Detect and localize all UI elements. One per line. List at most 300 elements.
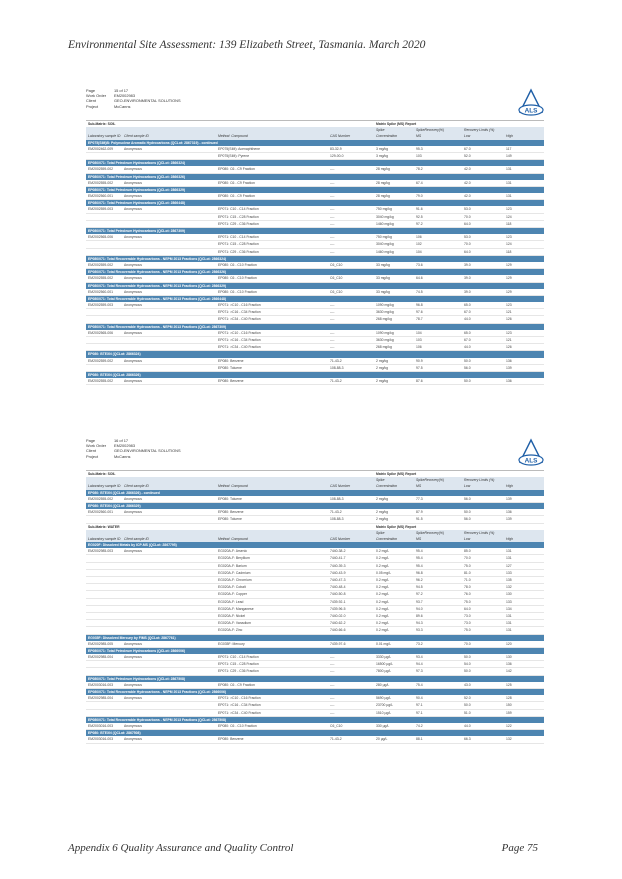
table-cell: EM2002560-001	[88, 289, 114, 294]
table-cell: 7439-96-5	[330, 606, 346, 611]
table-cell: ----	[330, 303, 335, 308]
table-cell: 1090 mg/kg	[376, 330, 394, 335]
table-cell: 89.6	[416, 613, 423, 618]
table-cell: EG020A-F: Cobalt	[218, 585, 246, 590]
meta-label: Client	[86, 448, 96, 454]
table-cell: EP080: Benzene	[218, 510, 244, 515]
table-cell: Anonymous	[124, 696, 142, 701]
table-cell: Recovery Limits (%)	[464, 128, 495, 133]
table-cell: 53.0	[464, 207, 471, 212]
table-cell: 70.0	[464, 641, 471, 646]
table-cell: EP071: C10 - C14 Fraction	[218, 235, 259, 240]
table-cell: 1460 mg/kg	[376, 249, 394, 254]
table-cell: 0.2 mg/L	[376, 592, 390, 597]
table-row	[86, 695, 544, 702]
table-cell: MS	[416, 484, 422, 489]
table-cell: 23700 µg/L	[376, 703, 394, 708]
table-cell: Low	[464, 536, 471, 541]
table-cell: ----	[330, 338, 335, 342]
table-row	[86, 682, 544, 689]
table-cell: 0.2 mg/L	[376, 599, 390, 604]
table-cell: 94.5	[416, 585, 423, 590]
table-cell: 3 mg/kg	[376, 146, 389, 151]
table-cell: 268 mg/kg	[376, 317, 392, 322]
table-cell: ----	[330, 330, 335, 335]
table-cell: 7440-38-2	[330, 549, 346, 554]
table-cell: CAS Number	[330, 134, 350, 139]
table-cell: 0.2 mg/L	[376, 578, 390, 582]
table-cell: C6_C10	[330, 276, 343, 281]
table-row	[86, 153, 544, 160]
table-cell: 131	[506, 628, 512, 633]
table-cell: EP071: >C16 - C34 Fraction	[218, 703, 261, 708]
table-cell: 123	[506, 303, 512, 308]
table-cell: 108-88-3	[330, 517, 344, 522]
table-cell: 7440-02-0	[330, 613, 346, 618]
table-cell: Matrix Spike (MS) Report	[376, 122, 417, 126]
table-cell: 73.2	[416, 641, 423, 646]
table-cell: EP080/071: Total Recoverable Hydrocarbons - NEPM 2013 Fractions (QCLot: 2867309)	[88, 324, 227, 329]
table-cell: EP080/071: Total Recoverable Hydrocarbons - NEPM 2013 Fractions (QCLot: 2866324)	[88, 256, 227, 261]
table-cell: EG020A-F: Arsenic	[218, 549, 248, 554]
table-cell: CAS Number	[330, 536, 350, 541]
table-cell: ----	[330, 207, 335, 212]
meta-row	[86, 454, 181, 459]
table-cell: 330 µg/L	[376, 723, 390, 728]
table-cell: Recovery Limits (%)	[464, 530, 495, 535]
table-cell: C6_C10	[330, 289, 343, 294]
logo-text: ALS	[524, 107, 538, 115]
table-cell: 129	[506, 289, 512, 294]
meta-value: 15 of 17	[114, 88, 129, 93]
table-cell: 87.6	[416, 379, 423, 384]
table-row	[86, 496, 544, 503]
table-cell: EP080/071: Total Petroleum Hydrocarbons (QCLot: 2866006)	[88, 648, 185, 653]
table-cell: Laboratory sample ID	[88, 134, 121, 139]
table-cell: 131	[506, 556, 512, 561]
table-cell: EP080: C6 - C10 Fraction	[218, 262, 257, 267]
meta-label: Page	[86, 88, 96, 93]
table-cell: 67.0	[464, 310, 471, 315]
table-cell: 39.0	[464, 289, 471, 294]
table-cell: 71-43-2	[330, 510, 342, 515]
table-cell: 78.2	[416, 167, 423, 172]
table-cell: EM2002559-002	[88, 262, 114, 267]
table-cell: 94.0	[416, 606, 423, 611]
table-cell: 139	[506, 496, 512, 501]
table-cell: EM2002559-002	[88, 167, 114, 172]
table-cell: EM2002985-004	[88, 655, 114, 660]
table-cell: 2 mg/kg	[376, 510, 389, 515]
table-row	[86, 606, 544, 613]
table-cell: 42.0	[464, 167, 471, 172]
table-cell: 65.0	[464, 303, 471, 308]
table-cell: 95.4	[416, 549, 423, 554]
meta-label: Work Order	[86, 93, 107, 99]
meta-label: Project	[86, 453, 99, 459]
table-cell: Method: Compound	[218, 134, 248, 139]
table-cell: 71-43-2	[330, 737, 342, 742]
table-cell: 3630 mg/kg	[376, 338, 394, 342]
table-cell: 97.6	[416, 310, 423, 315]
footer-appendix-title: Appendix 6 Quality Assurance and Quality Control	[68, 842, 294, 854]
table-cell: Recovery Limits (%)	[464, 478, 495, 483]
table-cell: EP080: C6 - C10 Fraction	[218, 289, 257, 294]
table-cell: 66.3	[464, 737, 471, 742]
table-cell: EP080: BTEXN (QCLot: 2866324)	[88, 352, 141, 357]
table-cell: 136	[506, 358, 512, 363]
table-row	[86, 661, 544, 668]
table-cell: EP071: >C34 - C40 Fraction	[218, 345, 261, 350]
table-cell: 97.2	[416, 221, 423, 226]
table-cell: 56.0	[464, 496, 471, 501]
meta-label: Project	[86, 103, 99, 109]
table-row	[86, 577, 544, 584]
meta-value: GEO-ENVIRONMENTAL SOLUTIONS	[114, 98, 181, 104]
table-row	[86, 620, 544, 627]
table-cell: EG035F: Mercury	[218, 641, 245, 646]
table-cell: 136	[506, 379, 512, 384]
table-row	[86, 206, 544, 213]
table-cell: 3330 µg/L	[376, 655, 392, 660]
table-row	[86, 668, 544, 675]
table-cell: EP080: Benzene	[218, 379, 244, 384]
table-row	[86, 641, 544, 648]
table-cell: 65.0	[464, 330, 471, 335]
table-cell: 132	[506, 737, 512, 742]
table-cell: 53.0	[464, 235, 471, 240]
table-cell: 75.0	[464, 599, 471, 604]
table-cell: 0.2 mg/L	[376, 549, 390, 554]
table-cell: 3630 mg/kg	[376, 310, 394, 315]
table-cell: 74.2	[416, 723, 423, 728]
table-row	[86, 166, 544, 173]
table-cell: 106	[416, 345, 422, 350]
table-cell: 16500 µg/L	[376, 662, 394, 667]
table-cell: MS	[416, 134, 422, 139]
table-cell: Spike	[376, 530, 385, 535]
table-cell: 0.2 mg/L	[376, 621, 390, 626]
table-cell: 123	[506, 207, 512, 212]
table-cell: 44.0	[464, 723, 471, 728]
table-cell: 50.0	[464, 358, 471, 363]
table-cell: ----	[330, 235, 335, 240]
table-cell: EG020A-F: Beryllium	[218, 556, 250, 561]
table-row	[86, 654, 544, 661]
table-cell: EM2003016-003	[88, 737, 114, 742]
table-cell: EP080: C6 - C10 Fraction	[218, 276, 257, 281]
table-cell: 135	[506, 578, 512, 582]
table-cell: 42.0	[464, 194, 471, 199]
table-cell: 7440-48-4	[330, 585, 346, 590]
table-row	[86, 214, 544, 221]
table-cell: Anonymous	[124, 303, 142, 308]
table-cell: EP071: C15 - C28 Fraction	[218, 242, 259, 247]
table-cell: EG020A-F: Zinc	[218, 628, 243, 633]
table-cell: 28 mg/kg	[376, 167, 390, 172]
table-cell: EP080: Benzene	[218, 358, 244, 363]
table-row	[86, 599, 544, 606]
table-row	[86, 723, 544, 730]
table-cell: Anonymous	[124, 207, 142, 212]
table-cell: Anonymous	[124, 262, 142, 267]
table-cell: EM2002559-003	[88, 303, 114, 308]
meta-value: McCanns	[114, 103, 131, 109]
table-cell: Anonymous	[124, 358, 142, 363]
table-cell: EP071: >C10 - C16 Fraction	[218, 303, 261, 308]
table-cell: 126	[506, 317, 512, 322]
table-row	[86, 555, 544, 562]
table-cell: Concentration	[376, 484, 398, 489]
table-row	[86, 330, 544, 337]
table-cell: 2 mg/kg	[376, 358, 389, 363]
table-cell: ----	[330, 180, 335, 185]
table-cell: 76.0	[464, 592, 471, 597]
table-cell: 73.0	[464, 613, 471, 618]
table-cell: EM2003016-003	[88, 723, 114, 728]
table-cell: 124	[506, 242, 512, 247]
table-cell: 44.0	[464, 317, 471, 322]
table-cell: MS	[416, 536, 422, 541]
table-cell: 142	[506, 669, 512, 674]
table-cell: EP080: C6 - C10 Fraction	[218, 723, 257, 728]
table-row	[86, 548, 544, 555]
table-cell: 7439-92-1	[330, 599, 346, 604]
table-row	[86, 613, 544, 620]
table-cell: 0.2 mg/L	[376, 563, 390, 568]
table-cell: Anonymous	[124, 167, 142, 172]
table-cell: 103	[416, 338, 422, 342]
table-cell: 7800 µg/L	[376, 669, 392, 674]
table-cell: 750 mg/kg	[376, 207, 392, 212]
table-cell: EP080/071: Total Recoverable Hydrocarbons - NEPM 2013 Fractions (QCLot: 2867508)	[88, 717, 227, 722]
table-cell: EP080/071: Total Recoverable Hydrocarbons - NEPM 2013 Fractions (QCLot: 2866326)	[88, 270, 227, 275]
table-cell: 103	[416, 153, 422, 158]
table-cell: C6_C10	[330, 262, 343, 267]
table-cell: 130	[506, 655, 512, 660]
table-cell: EP071: C29 - C36 Fraction	[218, 221, 259, 226]
table-cell: ----	[330, 662, 335, 667]
table-cell: 73.6	[416, 262, 423, 267]
table-cell: EP071: C15 - C28 Fraction	[218, 662, 259, 667]
table-cell: Anonymous	[124, 194, 142, 199]
table-cell: 97.1	[416, 703, 423, 708]
table-cell: EG020F: Dissolved Metals by ICP-MS (QCLot: 2867795)	[88, 543, 177, 548]
table-cell: 117	[506, 146, 512, 151]
table-cell: ----	[330, 242, 335, 247]
table-cell: 85.0	[464, 549, 471, 554]
table-cell: ----	[330, 167, 335, 172]
table-cell: Anonymous	[124, 682, 142, 687]
table-cell: 64.0	[464, 221, 471, 226]
table-cell: EG020A-F: Nickel	[218, 613, 246, 618]
table-cell: 3040 mg/kg	[376, 242, 394, 247]
table-cell: 2 mg/kg	[376, 365, 389, 370]
table-cell: 96.2	[416, 578, 423, 582]
table-cell: EM2002985-003	[88, 549, 114, 554]
table-cell: 79.0	[416, 194, 423, 199]
table-row	[86, 275, 544, 282]
table-cell: Anonymous	[124, 146, 142, 151]
table-cell: 7440-62-2	[330, 621, 346, 626]
table-row	[86, 221, 544, 228]
table-cell: 3 mg/kg	[376, 153, 389, 158]
table-cell: 91.5	[416, 517, 423, 522]
table-cell: EP080: C6 - C9 Fraction	[218, 682, 255, 687]
table-cell: EG020A-F: Cadmium	[218, 570, 251, 575]
table-row	[86, 516, 544, 523]
report-meta	[86, 88, 181, 109]
table-cell: 134	[506, 606, 512, 611]
table-cell: 102	[416, 242, 422, 247]
table-cell: EM2003016-003	[88, 682, 114, 687]
table-cell: 95.4	[416, 556, 423, 561]
table-cell: 75.0	[464, 628, 471, 633]
table-cell: Anonymous	[124, 496, 142, 501]
table-row	[86, 337, 544, 344]
table-cell: Anonymous	[124, 289, 142, 294]
table-cell: EM2002560-001	[88, 194, 114, 199]
table-cell: EG020A-F: Barium	[218, 563, 247, 568]
table-cell: 0.2 mg/L	[376, 628, 390, 633]
table-cell: Low	[464, 484, 471, 489]
meta-value: EM2002983	[114, 443, 135, 449]
table-cell: 88.1	[416, 737, 423, 742]
table-cell: Anonymous	[124, 180, 142, 185]
table-row	[86, 570, 544, 577]
table-cell: 1090 mg/kg	[376, 303, 394, 308]
table-cell: 71-43-2	[330, 379, 342, 384]
table-row	[86, 710, 544, 717]
table-row	[86, 563, 544, 570]
table-cell: 67.4	[416, 180, 423, 185]
table-cell: Anonymous	[124, 276, 142, 281]
table-cell: ----	[330, 214, 335, 219]
table-cell: Anonymous	[124, 510, 142, 515]
footer-page-number: Page 75	[501, 842, 538, 854]
table-cell: Low	[464, 134, 471, 139]
table-cell: 2 mg/kg	[376, 379, 389, 384]
table-cell: EP080: Toluene	[218, 496, 242, 501]
table-row	[86, 249, 544, 256]
table-cell: 93.3	[416, 628, 423, 633]
table-cell: EP080/071: Total Recoverable Hydrocarbons - NEPM 2013 Fractions (QCLot: 2866329)	[88, 283, 227, 288]
table-row	[86, 584, 544, 591]
table-cell: 95.4	[416, 563, 423, 568]
table-cell: 93.7	[416, 599, 423, 604]
table-cell: ----	[330, 669, 335, 674]
table-cell: 87.9	[416, 510, 423, 515]
table-cell: 7440-47-3	[330, 578, 346, 582]
table-cell: 131	[506, 621, 512, 626]
table-cell: 70.0	[464, 214, 471, 219]
table-cell: 1510 µg/L	[376, 710, 392, 715]
table-cell: 104	[416, 330, 422, 335]
table-cell: Sub-Matrix: SOIL	[88, 472, 116, 476]
table-cell: EP080/071: Total Recoverable Hydrocarbons - NEPM 2013 Fractions (QCLot: 2866448)	[88, 296, 227, 301]
table-cell: ----	[330, 710, 335, 715]
table-cell: CAS Number	[330, 484, 350, 489]
table-cell: EM2002555-002	[88, 180, 114, 185]
table-cell: 7440-39-3	[330, 563, 346, 568]
table-cell: EM2002462-009	[88, 146, 114, 151]
table-cell: EP080: BTEXN (QCLot: 2866326) - continued	[88, 490, 160, 495]
meta-label: Work Order	[86, 443, 107, 449]
table-cell: 750 mg/kg	[376, 235, 392, 240]
table-cell: 50.0	[464, 510, 471, 515]
table-cell: EM2002985-004	[88, 696, 114, 701]
table-cell: 118	[506, 249, 512, 254]
table-cell: 83-32-9	[330, 146, 342, 151]
table-cell: 64.0	[464, 606, 471, 611]
table-cell: 52.0	[464, 696, 471, 701]
meta-label: Page	[86, 438, 96, 443]
table-cell: 93.4	[416, 655, 423, 660]
table-cell: 122	[506, 723, 512, 728]
table-cell: 28 mg/kg	[376, 194, 390, 199]
report-page-15	[86, 88, 544, 388]
table-row	[86, 262, 544, 269]
matrix-spike-table	[86, 470, 544, 744]
table-cell: 39.0	[464, 276, 471, 281]
table-cell: 97.3	[416, 669, 423, 674]
table-cell: EP071: C10 - C14 Fraction	[218, 207, 259, 212]
table-cell: 0.01 mg/L	[376, 641, 392, 646]
table-cell: 33 mg/kg	[376, 276, 390, 281]
table-cell: 0.05 mg/L	[376, 570, 392, 575]
table-cell: 56.0	[464, 517, 471, 522]
table-cell: EM2002555-002	[88, 496, 114, 501]
table-cell: 20 µg/L	[376, 737, 388, 742]
table-cell: EP071: >C34 - C40 Fraction	[218, 317, 261, 322]
table-cell: EP071: C10 - C14 Fraction	[218, 655, 259, 660]
table-cell: 127	[506, 563, 512, 568]
table-cell: ----	[330, 310, 335, 315]
table-cell: 268 mg/kg	[376, 345, 392, 350]
table-cell: EM2002555-002	[88, 276, 114, 281]
table-cell: 51.0	[464, 710, 471, 715]
table-cell: EP071: C29 - C36 Fraction	[218, 249, 259, 254]
table-cell: 52.0	[464, 153, 471, 158]
als-logo	[518, 88, 544, 118]
table-cell: 131	[506, 180, 512, 185]
table-cell: ----	[330, 696, 335, 701]
table-row	[86, 180, 544, 187]
table-cell: 67.0	[464, 146, 471, 151]
table-cell: 0.2 mg/L	[376, 585, 390, 590]
als-logo	[518, 438, 544, 468]
table-cell: ----	[330, 194, 335, 199]
table-cell: EM2002559-002	[88, 358, 114, 363]
table-cell: SpikeRecovery(%)	[416, 478, 445, 483]
table-cell: 77.3	[416, 496, 423, 501]
table-cell: EM2002985-005	[88, 641, 114, 646]
table-cell: 108-88-3	[330, 365, 344, 370]
table-cell: 131	[506, 194, 512, 199]
table-cell: Spike	[376, 128, 385, 133]
table-cell: 44.0	[464, 345, 471, 350]
table-cell: 91.6	[416, 207, 423, 212]
table-cell: EG020A-F: Vanadium	[218, 621, 251, 626]
table-cell: EP080/071: Total Petroleum Hydrocarbons (QCLot: 2866324)	[88, 161, 185, 166]
meta-label: Client	[86, 98, 96, 104]
table-row	[86, 378, 544, 385]
table-cell: EP071: >C10 - C16 Fraction	[218, 696, 261, 701]
table-cell: 2 mg/kg	[376, 517, 389, 522]
table-cell: EP071: >C16 - C34 Fraction	[218, 310, 261, 315]
table-cell: 78.7	[416, 317, 423, 322]
table-cell: 1460 mg/kg	[376, 221, 394, 226]
